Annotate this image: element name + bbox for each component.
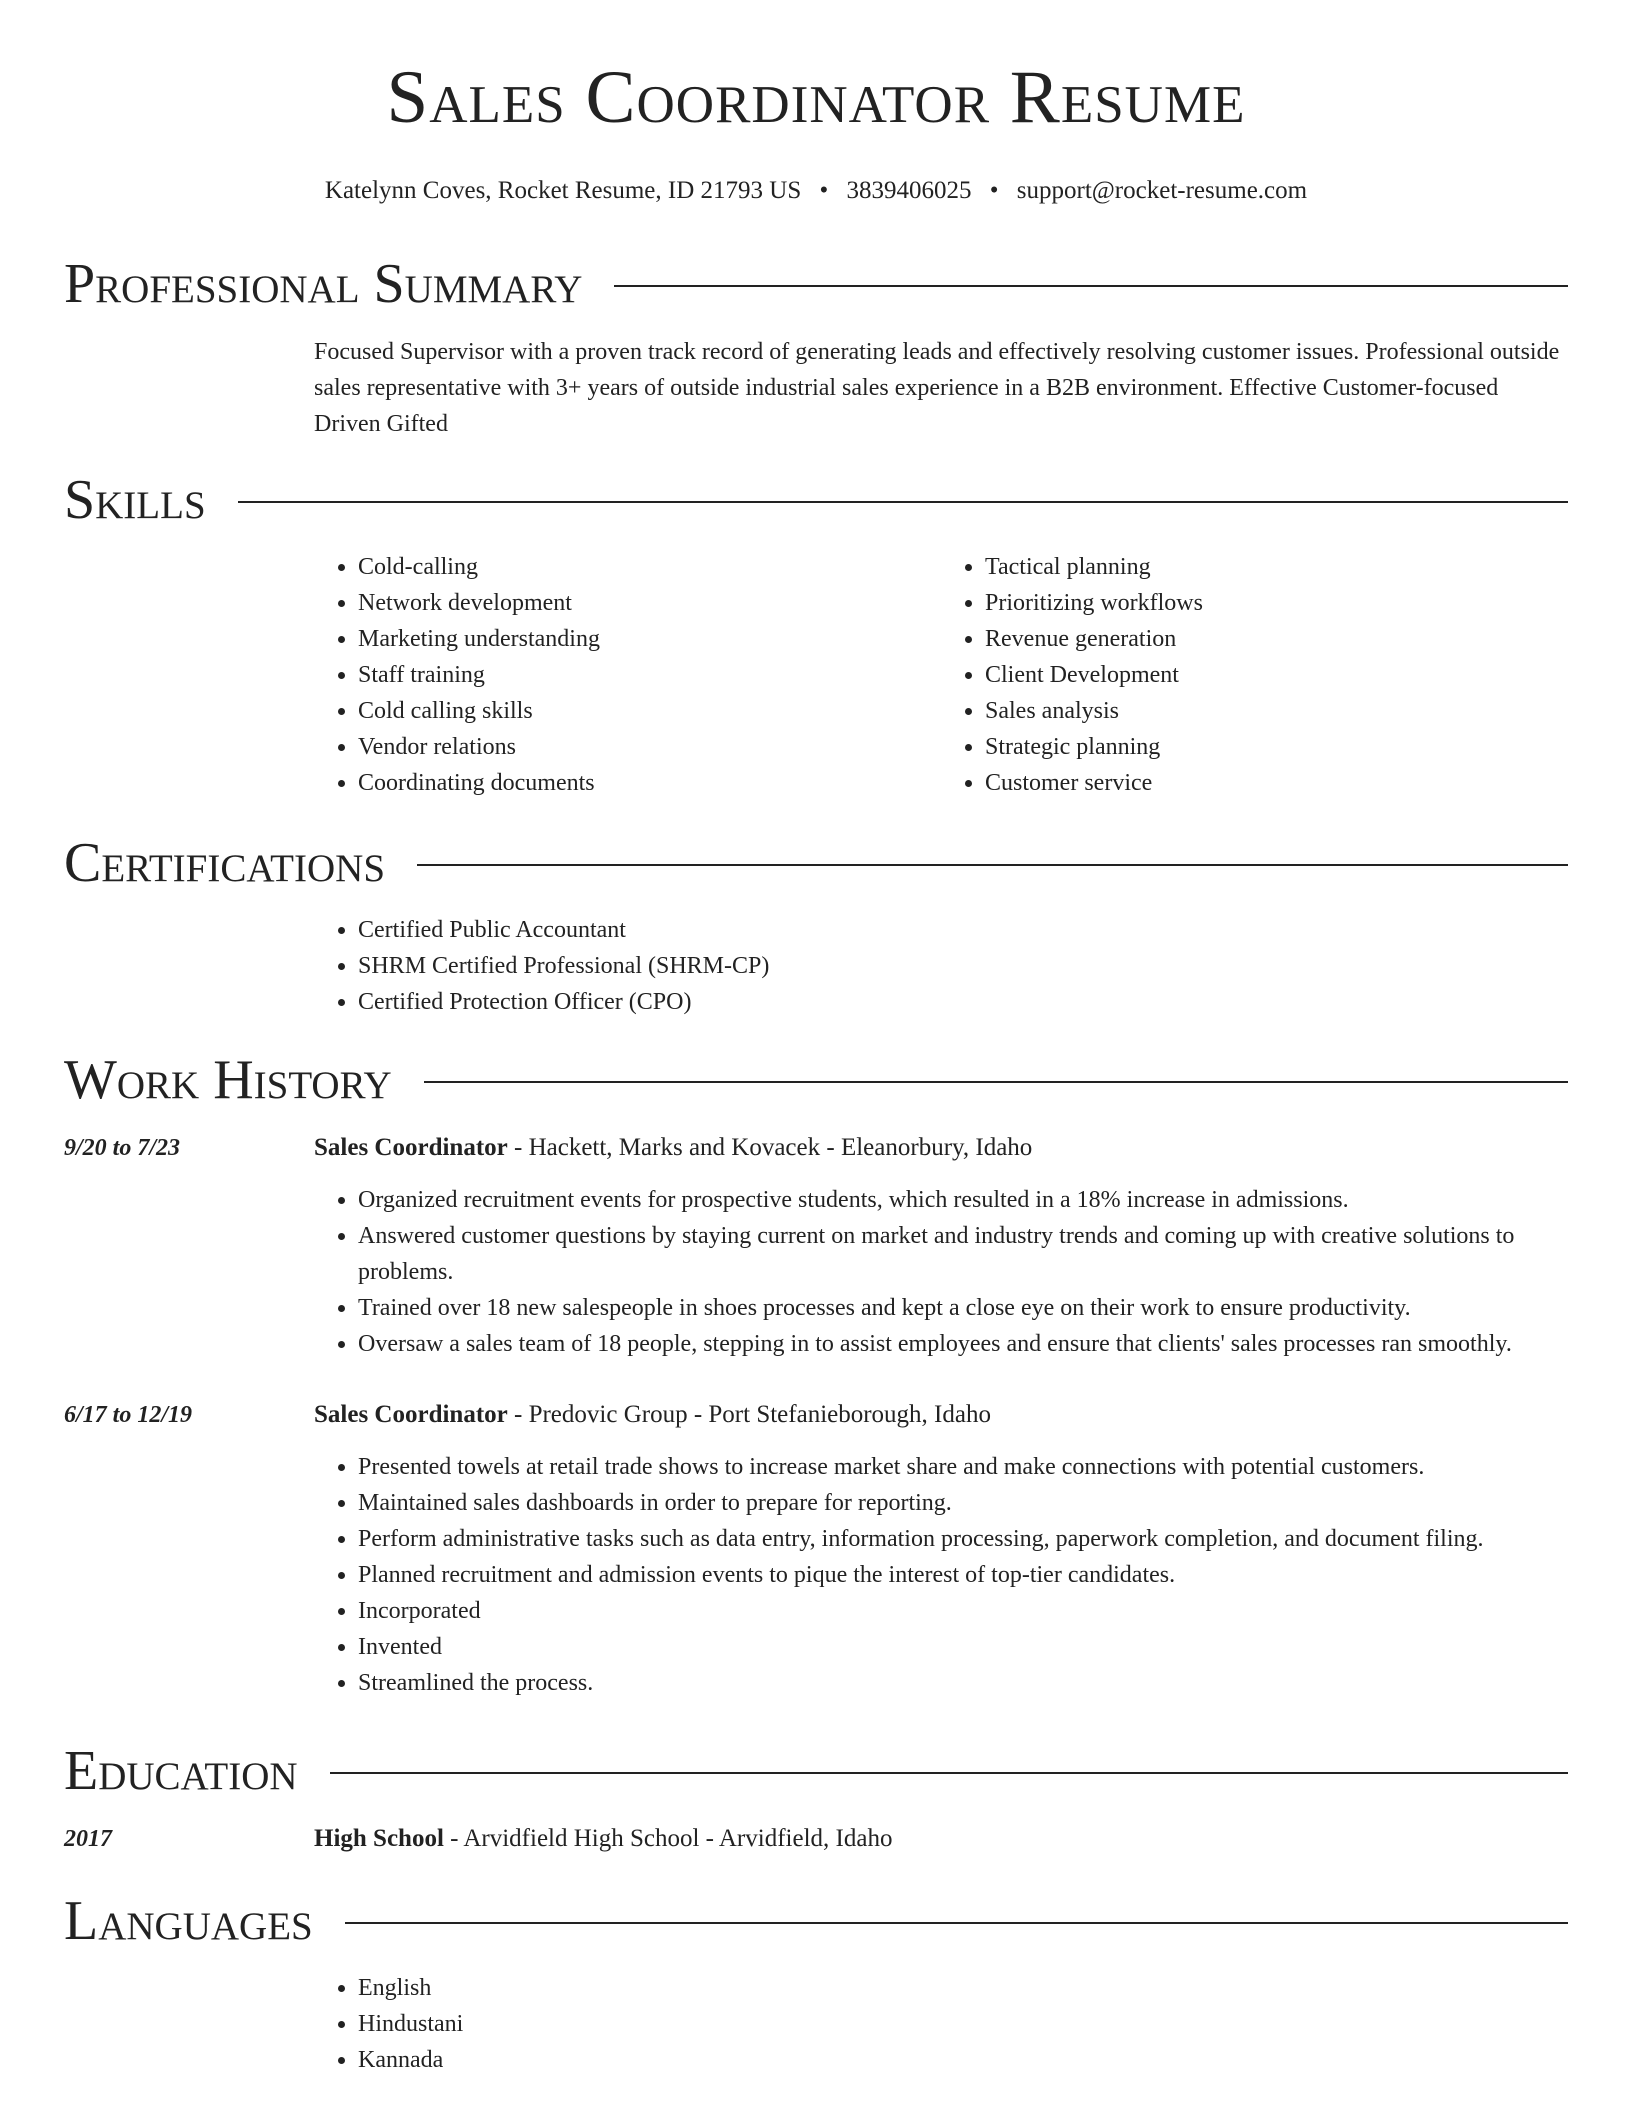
job-bullets [314, 1182, 1568, 1362]
job-bullet: • Incorporated [358, 1593, 1568, 1629]
job-company: - Predovic Group - Port Stefanieborough, Idaho [507, 1401, 991, 1428]
job-bullets [314, 1449, 1568, 1701]
language-item: • Hindustani [358, 2006, 1568, 2042]
skill-item: • Sales analysis [985, 693, 1568, 729]
job-bullet: • Answered customer questions by staying current on market and industry trends and coming up with creative solutions to problems. [358, 1218, 1568, 1290]
section-title-summary: Professional Summary [64, 253, 583, 315]
contact-separator: • [819, 177, 829, 204]
section-divider [417, 864, 1568, 866]
skill-item: • Cold-calling [358, 549, 941, 585]
section-title-certifications: Certifications [64, 832, 386, 894]
section-title-languages: Languages [64, 1890, 313, 1952]
section-divider [345, 1922, 1568, 1924]
skill-item: • Prioritizing workflows [985, 585, 1568, 621]
job-role: Sales Coordinator [314, 1134, 508, 1161]
job-heading [314, 1397, 1568, 1433]
job-role: Sales Coordinator [314, 1401, 508, 1428]
section-header-skills [64, 469, 1568, 531]
education-year: 2017 [64, 1826, 112, 1852]
job-bullet: • Presented towels at retail trade shows to increase market share and make connections with potential customers. [358, 1449, 1568, 1485]
contact-phone: 3839406025 [846, 177, 972, 204]
job-bullet: • Perform administrative tasks such as data entry, information processing, paperwork completion, and document filing. [358, 1521, 1568, 1557]
skill-item: • Client Development [985, 657, 1568, 693]
job-company: - Hackett, Marks and Kovacek - Eleanorbury, Idaho [507, 1134, 1033, 1161]
skill-item: • Customer service [985, 765, 1568, 801]
education-school: - Arvidfield High School - Arvidfield, Idaho [443, 1825, 893, 1852]
job-bullet: • Organized recruitment events for prospective students, which resulted in a 18% increase in admissions. [358, 1182, 1568, 1218]
summary-text: Focused Supervisor with a proven track record of generating leads and effectively resolving customer issues. Professional outside sales representative with 3+ years of outside industrial sales experience in a B2B environment. Effective Customer-focused Driven Gifted [314, 339, 1560, 437]
section-header-certifications [64, 832, 1568, 894]
education-heading [314, 1821, 1568, 1857]
resume-title: Sales Coordinator Resume [386, 56, 1246, 139]
education-degree: High School [314, 1825, 444, 1852]
section-title-education: Education [64, 1740, 298, 1802]
certification-item: • Certified Protection Officer (CPO) [358, 984, 1568, 1020]
language-item: • Kannada [358, 2042, 1568, 2078]
job-bullet: • Streamlined the process. [358, 1665, 1568, 1701]
job-dates: 6/17 to 12/19 [64, 1402, 193, 1428]
skill-item: • Cold calling skills [358, 693, 941, 729]
contact-separator: • [989, 177, 999, 204]
section-title-skills: Skills [64, 469, 206, 531]
section-title-work-history: Work History [64, 1049, 392, 1111]
skill-item: • Staff training [358, 657, 941, 693]
section-header-summary [64, 253, 1568, 315]
job-entry [314, 1130, 1568, 1362]
skill-item: • Vendor relations [358, 729, 941, 765]
contact-line [0, 175, 1632, 207]
skills-column-left [314, 549, 941, 801]
skill-item: • Revenue generation [985, 621, 1568, 657]
job-heading [314, 1130, 1568, 1166]
skills-list [314, 549, 1568, 801]
certification-item: • Certified Public Accountant [358, 912, 1568, 948]
section-header-education [64, 1740, 1568, 1802]
section-header-languages [64, 1890, 1568, 1952]
certifications-list [314, 912, 1568, 1020]
job-bullet: • Invented [358, 1629, 1568, 1665]
job-bullet: • Trained over 18 new salespeople in shoes processes and kept a close eye on their work to ensure productivity. [358, 1290, 1568, 1326]
skill-item: • Tactical planning [985, 549, 1568, 585]
skill-item: • Coordinating documents [358, 765, 941, 801]
section-divider [614, 285, 1568, 287]
job-dates: 9/20 to 7/23 [64, 1135, 181, 1161]
job-bullet: • Oversaw a sales team of 18 people, stepping in to assist employees and ensure that clients' sales processes ran smoothly. [358, 1326, 1568, 1362]
section-divider [424, 1081, 1568, 1083]
languages-list [314, 1970, 1568, 2078]
skill-item: • Marketing understanding [358, 621, 941, 657]
skills-column-right [941, 549, 1568, 801]
contact-email: support@rocket-resume.com [1016, 177, 1308, 204]
language-item: • English [358, 1970, 1568, 2006]
contact-address: Katelynn Coves, Rocket Resume, ID 21793 US [324, 177, 802, 204]
skill-item: • Strategic planning [985, 729, 1568, 765]
certification-item: • SHRM Certified Professional (SHRM-CP) [358, 948, 1568, 984]
job-entry [314, 1397, 1568, 1701]
section-header-work-history [64, 1049, 1568, 1111]
skill-item: • Network development [358, 585, 941, 621]
section-divider [330, 1772, 1568, 1774]
education-entry [314, 1821, 1568, 1857]
job-bullet: • Planned recruitment and admission events to pique the interest of top-tier candidates. [358, 1557, 1568, 1593]
section-divider [238, 501, 1568, 503]
job-bullet: • Maintained sales dashboards in order to prepare for reporting. [358, 1485, 1568, 1521]
